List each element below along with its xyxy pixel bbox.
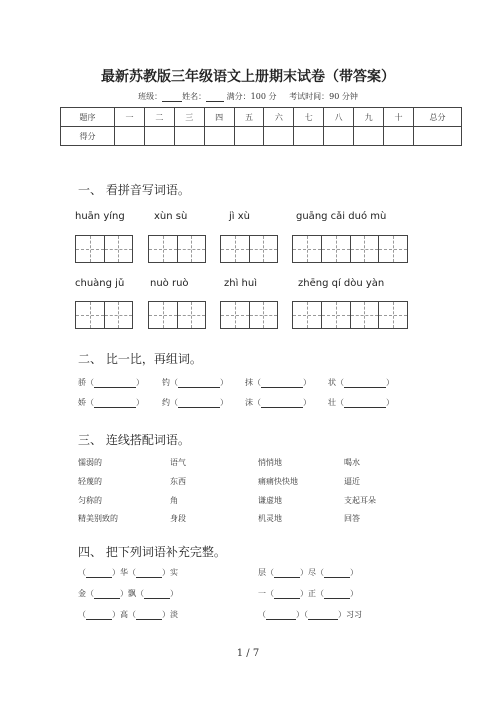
score-header-cell: 八 (324, 108, 354, 127)
score-cell[interactable] (414, 127, 462, 146)
score-header-cell: 五 (234, 108, 264, 127)
writing-grid[interactable] (292, 235, 408, 263)
match-word[interactable]: 精美别致的 (78, 514, 118, 523)
writing-grid[interactable] (220, 301, 278, 329)
match-word[interactable]: 身段 (170, 514, 186, 523)
full-score: 满分：100 分 (226, 92, 277, 101)
fill-idiom[interactable]: （ ）华（ ）实 (78, 568, 178, 577)
pinyin-label: zhēng qí dòu yàn (298, 278, 385, 289)
page-title: 最新苏教版三年级语文上册期末试卷（带答案） (101, 69, 395, 85)
class-blank (162, 93, 182, 102)
section3-heading: 三、 连线搭配词语。 (78, 433, 190, 447)
match-word[interactable]: 匀称的 (78, 496, 102, 505)
section2-heading: 二、 比一比，再组词。 (78, 352, 202, 366)
match-word[interactable]: 痛痛快快地 (258, 477, 298, 486)
compare-item[interactable]: 娇（ ） (78, 398, 144, 407)
score-cell[interactable] (294, 127, 324, 146)
fill-idiom[interactable]: （ ）高（ ）淡 (78, 610, 178, 619)
compare-item[interactable]: 约（ ） (162, 398, 228, 407)
match-word[interactable]: 机灵地 (258, 514, 282, 523)
class-label: 班级： (138, 92, 163, 101)
score-header-row (61, 108, 462, 127)
compare-item[interactable]: 抹（ ） (245, 378, 311, 387)
writing-grid[interactable] (75, 301, 133, 329)
score-row (61, 127, 462, 146)
score-header-cell: 三 (174, 108, 204, 127)
score-cell[interactable] (144, 127, 174, 146)
section4-heading: 四、 把下列词语补充完整。 (78, 545, 226, 559)
match-word[interactable]: 语气 (170, 458, 186, 467)
match-word[interactable]: 回答 (344, 514, 360, 523)
score-header-cell: 九 (354, 108, 384, 127)
fill-idiom[interactable]: 层（ ）尽（ ） (258, 568, 358, 577)
match-word[interactable]: 谦虚地 (258, 496, 282, 505)
pinyin-label: xùn sù (154, 211, 188, 222)
compare-item[interactable]: 钓（ ） (162, 378, 228, 387)
score-header-cell: 二 (144, 108, 174, 127)
fill-idiom[interactable]: （ ）（ ）习习 (258, 610, 362, 619)
pinyin-label: huān yíng (75, 211, 125, 222)
pinyin-label: chuàng jǔ (75, 278, 125, 289)
compare-item[interactable]: 壮（ ） (328, 398, 394, 407)
exam-time: 考试时间：90 分钟 (289, 92, 358, 101)
match-word[interactable]: 喝水 (344, 458, 360, 467)
writing-grid[interactable] (148, 301, 206, 329)
score-row-label: 得分 (61, 127, 115, 146)
writing-grid[interactable] (148, 235, 206, 263)
match-word[interactable]: 懦弱的 (78, 458, 102, 467)
match-word[interactable]: 东西 (170, 477, 186, 486)
name-label: 姓名： (182, 92, 207, 101)
score-header-cell: 十 (384, 108, 414, 127)
match-word[interactable]: 角 (170, 496, 178, 505)
match-word[interactable]: 轻蔑的 (78, 477, 102, 486)
score-header-cell: 题序 (61, 108, 115, 127)
pinyin-label: zhì huì (224, 278, 257, 289)
score-header-cell: 四 (204, 108, 234, 127)
section1-heading: 一、 看拼音写词语。 (78, 183, 190, 197)
score-cell[interactable] (354, 127, 384, 146)
pinyin-label: guāng cǎi duó mù (296, 211, 387, 222)
compare-item[interactable]: 沫（ ） (245, 398, 311, 407)
pinyin-label: nuò ruò (150, 278, 189, 289)
score-cell[interactable] (204, 127, 234, 146)
name-blank (206, 93, 224, 102)
pinyin-label: jì xù (229, 211, 250, 222)
match-word[interactable]: 支起耳朵 (344, 496, 376, 505)
score-header-cell: 总分 (414, 108, 462, 127)
match-word[interactable]: 逼近 (344, 477, 360, 486)
score-header-cell: 一 (115, 108, 145, 127)
fill-idiom[interactable]: 金（ ）飘（ ） (78, 589, 178, 598)
writing-grid[interactable] (75, 235, 133, 263)
match-word[interactable]: 悄悄地 (258, 458, 282, 467)
score-table (60, 107, 462, 146)
writing-grid[interactable] (220, 235, 278, 263)
score-cell[interactable] (384, 127, 414, 146)
score-cell[interactable] (264, 127, 294, 146)
score-cell[interactable] (324, 127, 354, 146)
compare-item[interactable]: 状（ ） (328, 378, 394, 387)
fill-idiom[interactable]: 一（ ）正（ ） (258, 589, 358, 598)
page-number: 1 / 7 (236, 648, 260, 659)
exam-info (0, 91, 496, 102)
compare-item[interactable]: 骄（ ） (78, 378, 144, 387)
score-header-cell: 六 (264, 108, 294, 127)
score-cell[interactable] (234, 127, 264, 146)
score-cell[interactable] (174, 127, 204, 146)
score-header-cell: 七 (294, 108, 324, 127)
score-cell[interactable] (115, 127, 145, 146)
writing-grid[interactable] (292, 301, 408, 329)
